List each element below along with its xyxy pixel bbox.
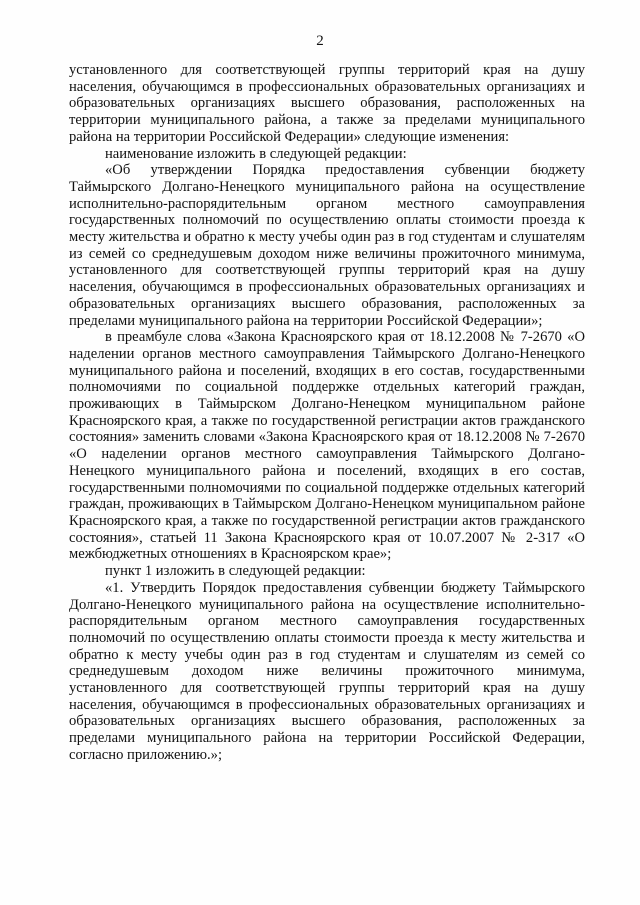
paragraph-point1-amendment: пункт 1 изложить в следующей редакции: — [105, 563, 366, 580]
document-body — [69, 62, 585, 764]
paragraph-new-title: «Об утверждении Порядка предоставления субвенции бюджету Таймырского Долгано-Ненецкого муниципального района на осуществление исполнительно-распорядительным органом местного самоуправления государственных полномочий по осуществлению оплаты стоимости проезда к месту жительства и обратно к месту учебы один раз в год студентам и слушателям из семей со среднедушевым доходом ниже величины прожиточного минимума, установленного для соответствующей группы территорий края на душу населения, обучающимся в профессиональных образовательных организациях и образовательных организациях высшего образования, расположенных за пределами муниципального района на территории Российской Федерации»; — [69, 162, 585, 329]
paragraph-continuation: установленного для соответствующей группы территорий края на душу населения, обучающимся в профессиональных образовательных организациях и образовательных организациях высшего образования, расположенных на территории муниципального района, а также за пределами муниципального района на территории Российской Федерации» следующие изменения: — [69, 62, 585, 145]
page-number: 2 — [316, 33, 324, 49]
paragraph-preamble-amendment: в преамбуле слова «Закона Красноярского края от 18.12.2008 № 7-2670 «О наделении органов местного самоуправления Таймырского Долгано-Ненецкого муниципального района и поселений, входящих в его состав, государственными полномочиями по социальной поддержке отдельных категорий граждан, проживающих в Таймырском Долгано-Ненецком муниципальном районе Красноярского края, а также по государственной регистрации актов гражданского состояния» заменить словами «Закона Красноярского края от 18.12.2008 № 7-2670 «О наделении органов местного самоуправления Таймырского Долгано-Ненецкого муниципального района и поселений, входящих в его состав, государственными полномочиями по социальной поддержке отдельных категорий граждан, проживающих в Таймырском Долгано-Ненецком муниципальном районе Красноярского края, а также по государственной регистрации актов гражданского состояния», статьей 11 Закона Красноярского края от 10.07.2007 № 2-317 «О межбюджетных отношениях в Красноярском крае»; — [69, 329, 585, 563]
paragraph-point1-text: «1. Утвердить Порядок предоставления субвенции бюджету Таймырского Долгано-Ненецкого муниципального района на осуществление исполнительно-распорядительным органом местного самоуправления государственных полномочий по осуществлению оплаты стоимости проезда к месту жительства и обратно к месту учебы один раз в год студентам и слушателям из семей со среднедушевым доходом ниже величины прожиточного минимума, установленного для соответствующей группы территорий края на душу населения, обучающимся в профессиональных образовательных организациях и образовательных организациях высшего образования, расположенных за пределами муниципального района на территории Российской Федерации, согласно приложению.»; — [69, 579, 585, 763]
paragraph-title-amendment: наименование изложить в следующей редакции: — [105, 145, 407, 162]
